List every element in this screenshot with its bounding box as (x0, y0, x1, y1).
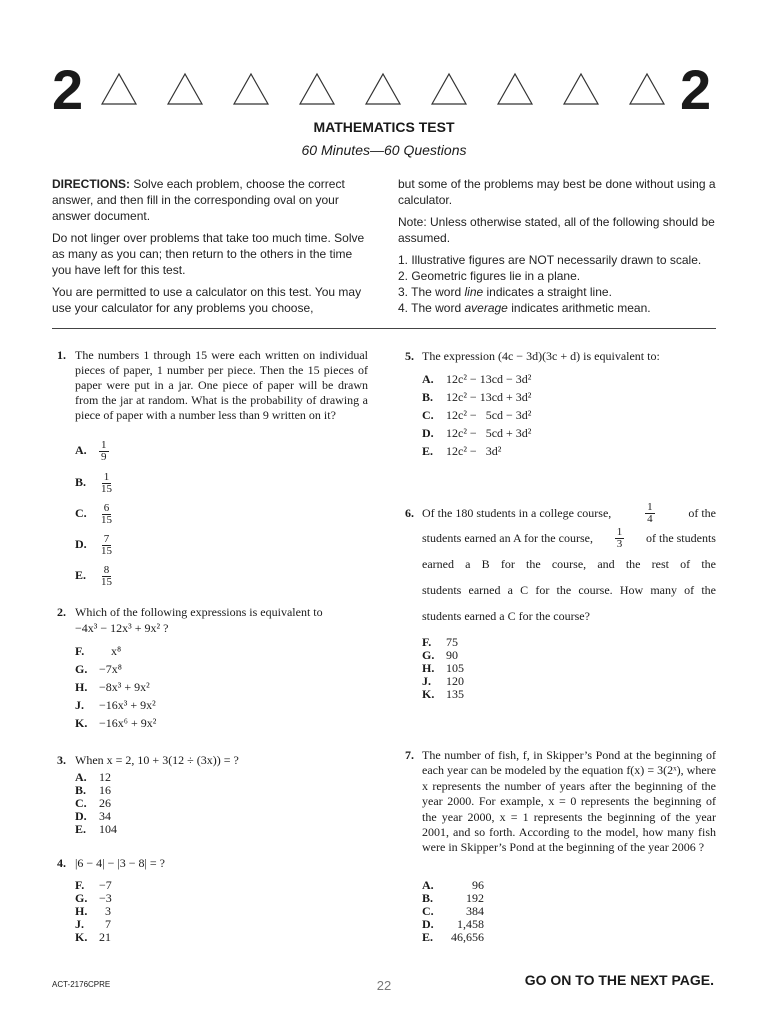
option-value: 96 (472, 878, 484, 892)
answer-option[interactable] (422, 426, 531, 441)
option-letter: D. (422, 426, 434, 440)
option-letter: K. (75, 930, 88, 944)
directions-paragraph-1 (52, 176, 368, 224)
option-letter: E. (75, 822, 87, 836)
section-number-left: 2 (52, 58, 84, 121)
option-letter: G. (75, 891, 88, 905)
question-number: 2. (57, 605, 66, 619)
option-letter: H. (75, 680, 88, 694)
question-number: 1. (57, 348, 66, 362)
option-value: 3 (105, 904, 111, 918)
answer-option[interactable] (75, 698, 156, 713)
option-letter: A. (422, 372, 434, 386)
option-value: 12c² − 5cd + 3d² (446, 426, 532, 440)
option-value: 21 (99, 930, 111, 944)
fraction-denominator: 15 (101, 514, 112, 526)
option-letter: F. (75, 644, 85, 658)
fraction-denominator: 9 (101, 451, 107, 463)
fraction-numerator: 1 (101, 439, 107, 451)
option-letter: D. (75, 537, 87, 552)
option-value: 12c² − 5cd − 3d² (446, 408, 532, 422)
option-letter: F. (75, 878, 85, 892)
option-value: 105 (446, 661, 464, 675)
question-text: When x = 2, 10 + 3(12 ÷ (3x)) = ? (75, 753, 239, 767)
option-value: −7 (99, 878, 112, 892)
question-line (422, 523, 716, 553)
page-number: 22 (376, 978, 392, 993)
answer-option[interactable] (75, 930, 111, 945)
option-value: 75 (446, 635, 458, 649)
option-letter: H. (422, 661, 435, 675)
answer-option[interactable] (75, 534, 114, 557)
option-value: 1,458 (457, 917, 484, 931)
question-fraction (645, 502, 655, 525)
option-value: 7 (105, 917, 111, 931)
directions-list-item: 1. Illustrative figures are NOT necessarily drawn to scale. (398, 253, 702, 267)
option-letter: A. (75, 770, 87, 784)
option-letter: C. (422, 904, 434, 918)
option-value: 16 (99, 783, 111, 797)
fraction-numerator: 8 (103, 564, 110, 576)
question-number: 6. (405, 506, 414, 520)
question-number: 4. (57, 856, 66, 870)
directions-paragraph-3-cont: but some of the problems may best be done without using a calculator. (398, 177, 716, 207)
directions-paragraph-2: Do not linger over problems that take too much time. Solve as many as you can; then return to the others in the time you have left for this test. (52, 231, 365, 277)
continue-notice: GO ON TO THE NEXT PAGE. (524, 972, 714, 988)
option-fraction (99, 503, 114, 526)
answer-option[interactable] (422, 408, 531, 423)
option-value: −3 (99, 891, 112, 905)
option-value: 12 (99, 770, 111, 784)
option-value: −16x³ + 9x² (99, 698, 156, 712)
answer-option[interactable] (422, 687, 464, 702)
option-letter: E. (422, 444, 434, 458)
option-letter: A. (422, 878, 434, 892)
answer-option[interactable] (75, 503, 114, 526)
question-text: The numbers 1 through 15 were each written on individual pieces of paper, 1 number per piece. Then the 15 pieces of paper were put in a jar. One piece of paper will be drawn from the jar at random. What is the probability of drawing a piece of paper with a number less than 9 written on it? (75, 348, 368, 422)
fraction-numerator: 1 (647, 500, 653, 513)
option-letter: C. (422, 408, 434, 422)
option-value: 90 (446, 648, 458, 662)
option-value: 26 (99, 796, 111, 810)
option-letter: G. (75, 662, 88, 676)
option-value: −8x³ + 9x² (99, 680, 150, 694)
directions-paragraph-3: You are permitted to use a calculator on this test. You may use your calculator for any problems you choose, (52, 285, 362, 315)
question-number: 7. (405, 748, 414, 762)
section-divider (52, 328, 716, 329)
fraction-numerator: 6 (103, 502, 110, 514)
fraction-numerator: 1 (103, 471, 110, 483)
option-value: −16x⁶ + 9x² (99, 716, 157, 730)
answer-option[interactable] (75, 472, 114, 495)
option-value: 135 (446, 687, 464, 701)
answer-option[interactable] (75, 644, 121, 659)
option-letter: C. (75, 506, 87, 521)
question-number: 3. (57, 753, 66, 767)
fraction-numerator: 7 (103, 533, 110, 545)
option-fraction (99, 534, 114, 557)
fraction-denominator: 4 (647, 512, 653, 525)
option-letter: J. (422, 674, 431, 688)
option-value: x⁸ (111, 644, 122, 658)
option-value: 12c² − 3d² (446, 444, 502, 458)
answer-option[interactable] (75, 716, 156, 731)
option-letter: B. (422, 390, 434, 404)
option-value: 12c² − 13cd + 3d² (446, 390, 532, 404)
directions-list-item: 4. The word average indicates arithmetic mean. (398, 301, 651, 315)
question-text: |6 − 4| − |3 − 8| = ? (75, 856, 166, 870)
option-fraction (99, 440, 109, 463)
answer-option[interactable] (75, 822, 117, 837)
answer-option[interactable] (75, 565, 114, 588)
option-letter: J. (75, 917, 84, 931)
fraction-numerator: 1 (616, 525, 623, 538)
directions-note: Note: Unless otherwise stated, all of the following should be assumed. (398, 215, 715, 245)
option-letter: K. (422, 687, 435, 701)
test-title: MATHEMATICS TEST (313, 119, 455, 135)
question-text: earned a B for the course, and the rest of the (422, 557, 716, 571)
answer-option[interactable] (75, 680, 150, 695)
option-letter: J. (75, 698, 84, 712)
answer-option[interactable] (422, 390, 531, 405)
fraction-denominator: 3 (616, 537, 623, 550)
fraction-denominator: 15 (101, 576, 112, 588)
option-letter: B. (422, 891, 434, 905)
answer-option[interactable] (422, 372, 531, 387)
directions-left-column (52, 176, 368, 322)
option-letter: D. (422, 917, 434, 931)
question-text: The expression (4c − 3d)(3c + d) is equivalent to: (422, 349, 660, 363)
question-text: of the students (645, 530, 716, 545)
answer-option[interactable] (75, 662, 122, 677)
question-text: Of the 180 students in a college course, (422, 505, 612, 520)
fraction-denominator: 15 (101, 545, 112, 557)
question-text: students earned a C for the course. How many of the (422, 583, 716, 597)
answer-option[interactable] (422, 444, 501, 459)
section-number-right: 2 (680, 58, 712, 121)
form-id: ACT-2176CPRE (52, 980, 111, 989)
option-letter: H. (75, 904, 88, 918)
question-text: students earned a C for the course? (422, 609, 590, 623)
option-letter: D. (75, 809, 87, 823)
directions-right-column (398, 176, 716, 316)
option-fraction (99, 565, 114, 588)
option-fraction (99, 472, 114, 495)
test-subtitle: 60 Minutes—60 Questions (301, 142, 467, 158)
option-value: 34 (99, 809, 111, 823)
directions-heading: DIRECTIONS: (52, 177, 130, 191)
option-value: 192 (466, 891, 484, 905)
option-letter: E. (422, 930, 434, 944)
question-text: of the (688, 505, 716, 520)
directions-list-item: 2. Geometric figures lie in a plane. (398, 269, 581, 283)
directions-list-item: 3. The word line indicates a straight line. (398, 285, 612, 299)
question-text: The number of fish, f, in Skipper’s Pond at the beginning of each year can be modeled by the equation f(x) = 3(2ˣ), where x represents the number of years after the beginning of the year 2000. For example, x = 0 represents the beginning of the year 2000, x = 1 represents the beginning of the year 2001, and so forth. According to the model, how many fish were in Skipper’s Pond at the beginning of the year 2006 ? (422, 748, 716, 855)
option-letter: C. (75, 796, 87, 810)
answer-option[interactable] (422, 930, 484, 945)
option-letter: F. (422, 635, 432, 649)
option-value: 104 (99, 822, 117, 836)
option-letter: A. (75, 443, 87, 458)
answer-option[interactable] (75, 440, 109, 463)
option-value: 46,656 (451, 930, 484, 944)
question-fraction (615, 527, 625, 550)
option-letter: K. (75, 716, 88, 730)
option-letter: B. (75, 475, 87, 490)
question-number: 5. (405, 349, 414, 363)
option-value: −7x⁸ (99, 662, 122, 676)
question-text: Which of the following expressions is equivalent to (75, 605, 323, 619)
fraction-denominator: 15 (101, 483, 112, 495)
directions-text-1: Solve each problem, choose the correct answer, and then fill in the corresponding oval on your answer document. (52, 177, 345, 223)
option-value: 12c² − 13cd − 3d² (446, 372, 532, 386)
option-letter: E. (75, 568, 87, 583)
triangle-row-icon (100, 72, 670, 106)
question-text: students earned an A for the course, (422, 530, 593, 545)
question-expression: −4x³ − 12x³ + 9x² ? (75, 621, 169, 635)
option-letter: B. (75, 783, 87, 797)
directions-list (398, 252, 716, 316)
option-value: 120 (446, 674, 464, 688)
option-letter: G. (422, 648, 435, 662)
option-value: 384 (466, 904, 484, 918)
